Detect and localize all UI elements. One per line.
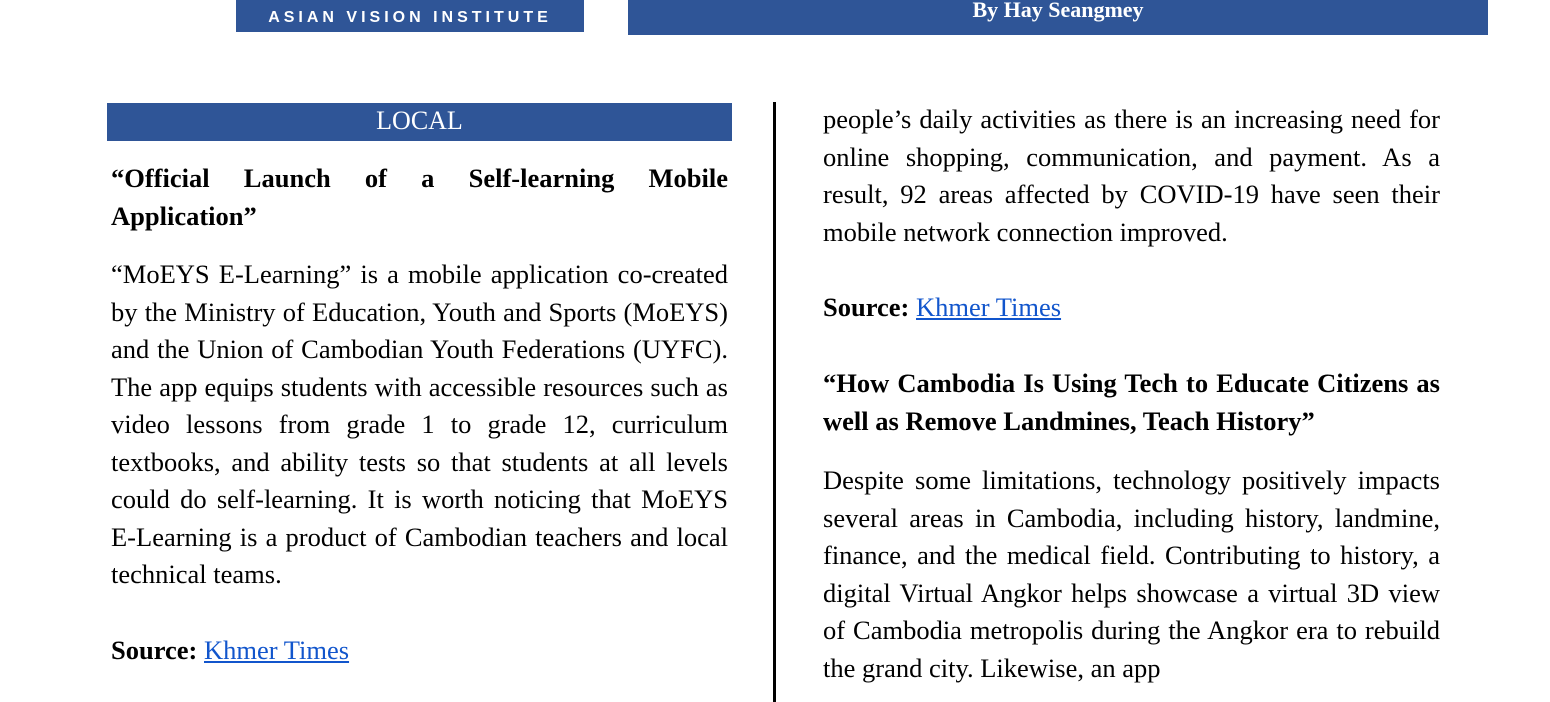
left-source-line [111,632,728,670]
source-label: Source [823,292,901,322]
article-headline: “How Cambodia Is Using Tech to Educate Citizens as well as Remove Landmines, Teach History” [823,368,1440,436]
left-body-block [111,256,728,594]
article-body-continued: people’s daily activities as there is an increasing need for online shopping, communication, and payment. As a result, 92 areas affected by COVID-19 have seen their mobile network connection improved. [823,104,1440,247]
logo-banner [236,0,584,32]
article-headline: “Official Launch of a Self-learning Mobile Application” [111,163,728,231]
right-source-line [823,289,1440,327]
article-body: Despite some limitations, technology positively impacts several areas in Cambodia, including history, landmine, finance, and the medical field. Contributing to history, a digital Virtual Angkor helps showcase a virtual 3D view of Cambodia metropolis during the Angkor era to rebuild the grand city. Likewise, an app [823,465,1440,683]
section-header-local [107,103,732,141]
right-body-block [823,462,1440,687]
article-body: “MoEYS E-Learning” is a mobile application co-created by the Ministry of Education, Youth and Sports (MoEYS) and the Union of Cambodian Youth Federations (UYFC). The app equips students with accessible resources such as video lessons from grade 1 to grade 12, curriculum textbooks, and ability tests so that students at all levels could do self-learning. It is worth noticing that MoEYS E-Learning is a product of Cambodian teachers and local technical teams. [111,259,728,589]
source-colon: : [900,292,910,322]
source-colon: : [188,635,198,665]
logo-text: ASIAN VISION INSTITUTE [268,9,552,26]
author-byline: By Hay Seangmey [972,0,1144,22]
right-continued-block [823,101,1440,251]
column-divider [773,102,776,702]
right-headline-block [823,365,1440,440]
source-link[interactable]: Khmer Times [916,292,1062,322]
source-label: Source [111,635,189,665]
left-headline-block [111,160,728,235]
section-label: LOCAL [376,106,463,135]
source-link[interactable]: Khmer Times [204,635,350,665]
author-banner [628,0,1488,35]
